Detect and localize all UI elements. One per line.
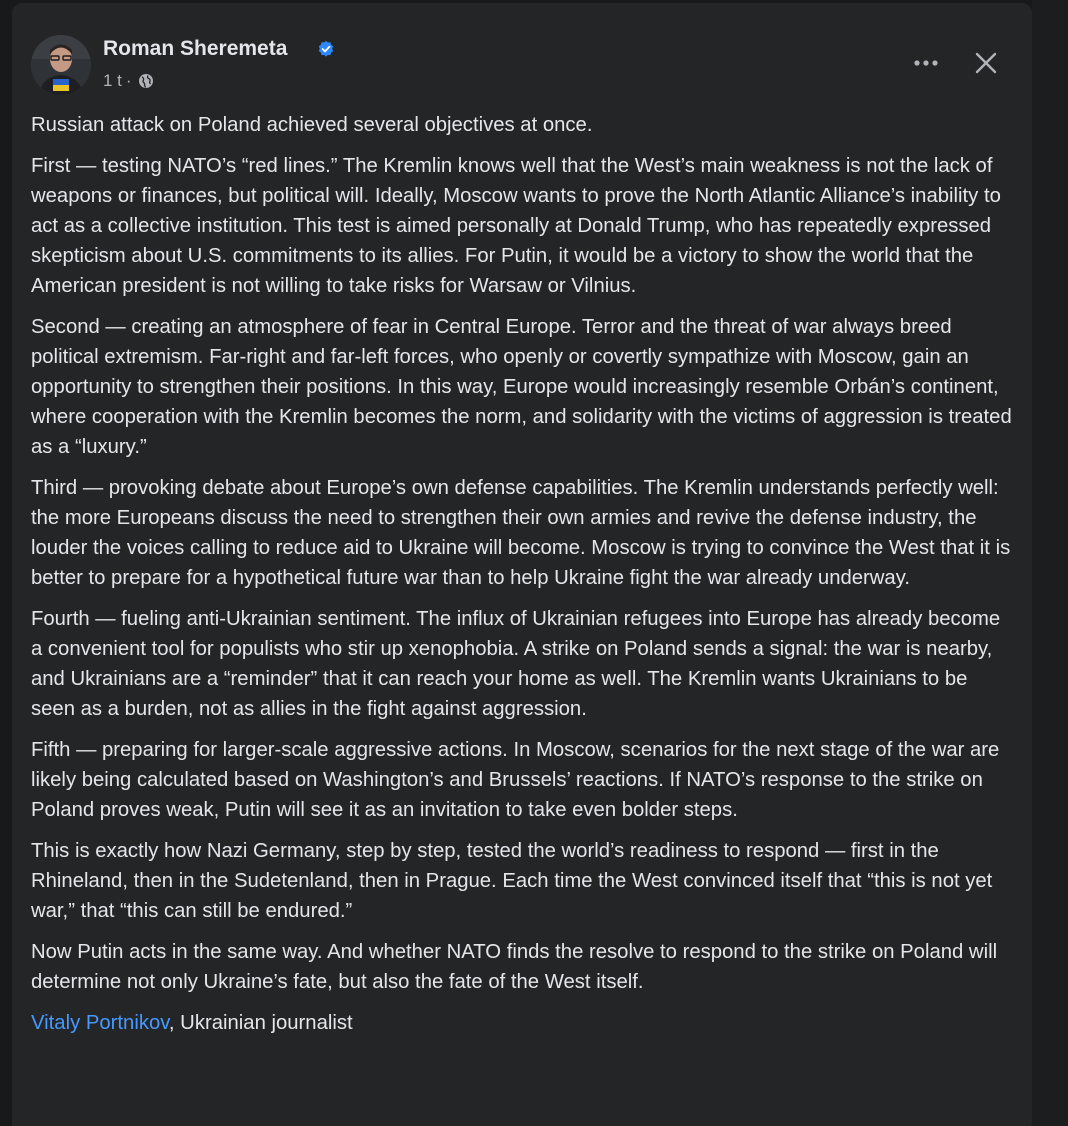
signature-author-link[interactable]: Vitaly Portnikov bbox=[31, 1012, 169, 1034]
post-card bbox=[12, 3, 1032, 1126]
post-paragraph: Third — provoking debate about Europe’s own defense capabilities. The Kremlin understands perfectly well: the more Europeans discuss the need to strengthen their own armies and revive the defense industry, the louder the voices calling to reduce aid to Ukraine will become. Moscow is trying to convince the West that it is better to prepare for a hypothetical future war than to help Ukraine fight the war already underway. bbox=[31, 477, 1011, 589]
globe-icon bbox=[138, 73, 154, 89]
post-paragraph: First — testing NATO’s “red lines.” The Kremlin knows well that the West’s main weakness is not the lack of weapons or finances, but political will. Ideally, Moscow wants to prove the North Atlantic Alliance’s inability to act as a collective institution. This test is aimed personally at Donald Trump, who has repeatedly expressed skepticism about U.S. commitments to its allies. For Putin, it would be a victory to show the world that the American president is not willing to take risks for Warsaw or Vilnius. bbox=[31, 155, 1001, 297]
close-button[interactable] bbox=[968, 45, 1004, 81]
post-paragraph: Fourth — fueling anti-Ukrainian sentiment. The influx of Ukrainian refugees into Europe has already become a convenient tool for populists who stir up xenophobia. A strike on Poland sends a signal: the war is nearby, and Ukrainians are a “reminder” that it can reach your home as well. The Kremlin wants Ukrainians to be seen as a burden, not as allies in the fight against aggression. bbox=[31, 608, 1001, 720]
scrollbar-track[interactable] bbox=[1032, 0, 1068, 1126]
post-paragraph: This is exactly how Nazi Germany, step by step, tested the world’s readiness to respond — first in the Rhineland, then in the Sudetenland, then in Prague. Each time the West convinced itself that “this is not yet war,” that “this can still be endured.” bbox=[31, 840, 993, 922]
meta-separator: · bbox=[125, 71, 132, 90]
post-time[interactable]: 1 t bbox=[103, 71, 122, 90]
verified-badge-icon bbox=[317, 40, 335, 58]
more-horizontal-icon bbox=[913, 59, 939, 67]
post-body bbox=[31, 110, 1014, 1038]
more-options-button[interactable] bbox=[908, 45, 944, 81]
close-icon bbox=[974, 51, 998, 75]
signature-line bbox=[31, 1008, 1014, 1038]
author-name[interactable]: Roman Sheremeta bbox=[103, 37, 288, 60]
post-paragraph: Now Putin acts in the same way. And whether NATO finds the resolve to respond to the strike on Poland will determine not only Ukraine’s fate, but also the fate of the West itself. bbox=[31, 941, 998, 993]
post-paragraph: Second — creating an atmosphere of fear in Central Europe. Terror and the threat of war always breed political extremism. Far-right and far-left forces, who openly or covertly sympathize with Moscow, gain an opportunity to strengthen their positions. In this way, Europe would increasingly resemble Orbán’s continent, where cooperation with the Kremlin becomes the norm, and solidarity with the victims of aggression is treated as a “luxury.” bbox=[31, 316, 1012, 458]
avatar-image bbox=[31, 35, 91, 95]
signature-role: , Ukrainian journalist bbox=[168, 1012, 353, 1034]
post-meta bbox=[103, 71, 154, 91]
post-paragraph: Russian attack on Poland achieved several objectives at once. bbox=[31, 114, 593, 136]
post-header bbox=[31, 19, 1014, 99]
avatar[interactable] bbox=[31, 35, 91, 95]
post-paragraph: Fifth — preparing for larger-scale aggressive actions. In Moscow, scenarios for the next stage of the war are likely being calculated based on Washington’s and Brussels’ reactions. If NATO’s response to the strike on Poland proves weak, Putin will see it as an invitation to take even bolder steps. bbox=[31, 739, 1000, 821]
